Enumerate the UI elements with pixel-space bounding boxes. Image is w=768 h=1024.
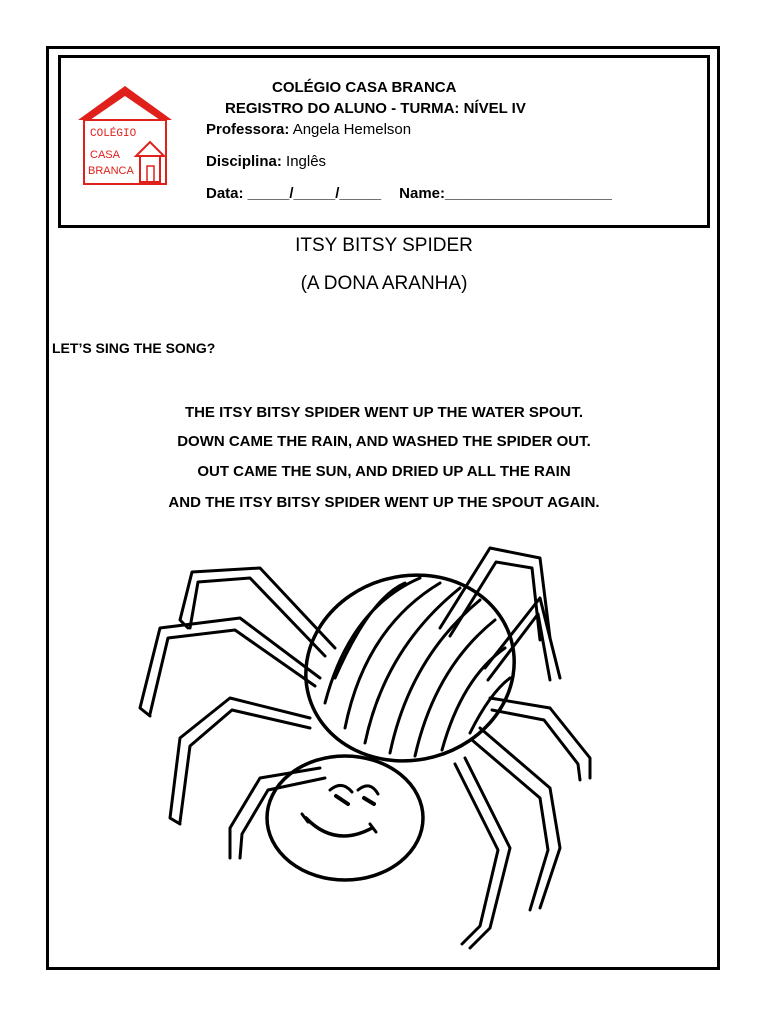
logo-text-line3: BRANCA xyxy=(88,165,134,177)
spider-smile xyxy=(306,818,372,836)
lyric-line: DOWN CAME THE RAIN, AND WASHED THE SPIDER OUT. xyxy=(177,433,591,450)
lyric-line: THE ITSY BITSY SPIDER WENT UP THE WATER SPOUT. xyxy=(184,404,584,421)
name-field[interactable]: Name:____________________ xyxy=(399,185,612,202)
school-logo xyxy=(76,84,174,188)
date-name-row xyxy=(206,185,612,202)
subject-value: Inglês xyxy=(281,153,327,170)
date-field[interactable]: Data: _____/_____/_____ xyxy=(206,185,382,202)
school-name: COLÉGIO CASA BRANCA xyxy=(272,79,457,96)
student-record-title: REGISTRO DO ALUNO - TURMA: NÍVEL IV xyxy=(225,100,526,117)
spider-right-legs xyxy=(440,548,590,948)
subject-label: Disciplina: xyxy=(206,153,282,170)
spider-left-eye xyxy=(330,785,352,792)
teacher-label: Professora: xyxy=(206,121,290,138)
spider-right-eye xyxy=(358,786,378,794)
subject-field xyxy=(206,153,326,170)
instruction-prompt: LET’S SING THE SONG? xyxy=(52,340,216,356)
song-title: ITSY BITSY SPIDER xyxy=(295,235,473,256)
logo-small-house xyxy=(136,142,164,156)
teacher-field xyxy=(206,121,411,138)
spider-illustration xyxy=(120,528,640,968)
teacher-value: Angela Hemelson xyxy=(289,121,412,138)
logo-text-line1: COLÉGIO xyxy=(90,128,137,140)
song-title-portuguese: (A DONA ARANHA) xyxy=(300,273,468,294)
spider-left-legs xyxy=(140,568,335,858)
lyric-line: OUT CAME THE SUN, AND DRIED UP ALL THE RAIN xyxy=(197,463,571,480)
spider-head xyxy=(267,756,423,880)
lyric-line: AND THE ITSY BITSY SPIDER WENT UP THE SPOUT AGAIN. xyxy=(168,494,600,511)
logo-text-line2: CASA xyxy=(90,149,120,161)
